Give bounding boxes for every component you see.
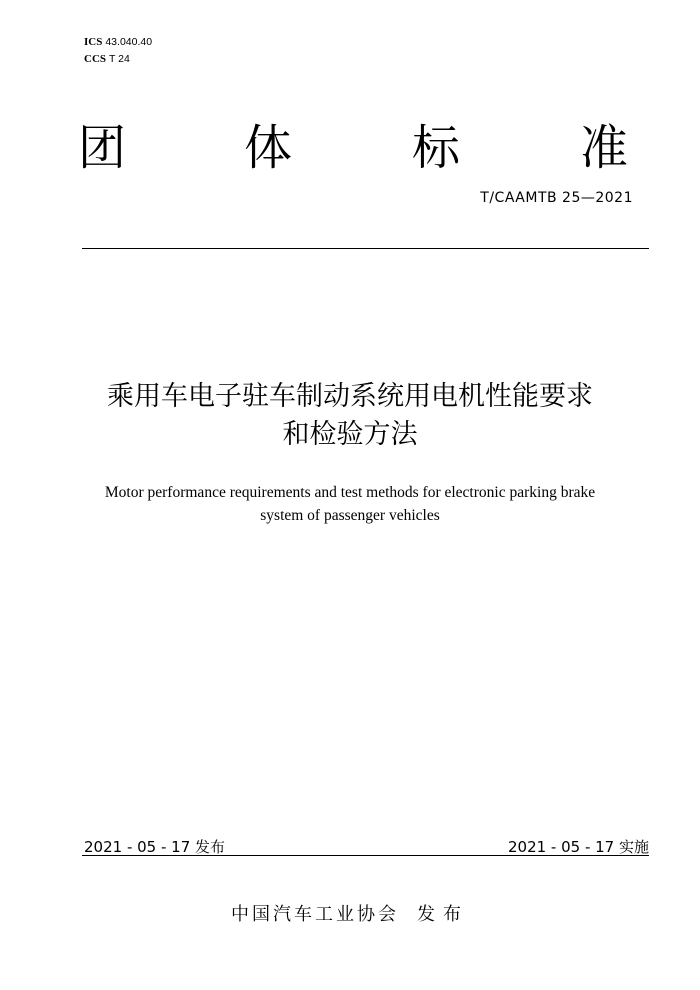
ics-code-row	[84, 34, 152, 51]
issuer-action: 发布	[417, 904, 469, 925]
standard-type-char-3: 标	[412, 120, 461, 176]
standard-type-heading	[74, 118, 640, 180]
title-english-line-1: Motor performance requirements and test methods for electronic parking brake	[104, 484, 596, 501]
standard-type-char-4: 准	[580, 120, 629, 176]
ccs-code-row	[84, 51, 152, 68]
issue-date: 2021 - 05 - 17 发布	[84, 838, 226, 856]
title-chinese-line-2: 和检验方法	[282, 419, 418, 450]
title-chinese	[40, 378, 660, 454]
ics-label: ICS	[84, 36, 103, 48]
issuer	[40, 900, 660, 926]
classification-codes	[84, 34, 152, 68]
standard-type-char-1: 团	[78, 120, 127, 176]
ics-value: 43.040.40	[105, 36, 153, 48]
implementation-date: 2021 - 05 - 17 实施	[507, 838, 649, 856]
title-english	[40, 481, 660, 527]
header-divider	[82, 248, 649, 249]
standard-type-char-2: 体	[244, 120, 293, 176]
issuer-organization: 中国汽车工业协会	[231, 904, 399, 925]
ccs-label: CCS	[84, 53, 107, 65]
standard-number: T/CAAMTB 25—2021	[480, 190, 633, 206]
footer-divider	[82, 855, 649, 856]
ccs-value: T 24	[109, 53, 130, 65]
title-chinese-line-1: 乘用车电子驻车制动系统用电机性能要求	[107, 381, 593, 412]
title-english-line-2: system of passenger vehicles	[260, 507, 440, 524]
